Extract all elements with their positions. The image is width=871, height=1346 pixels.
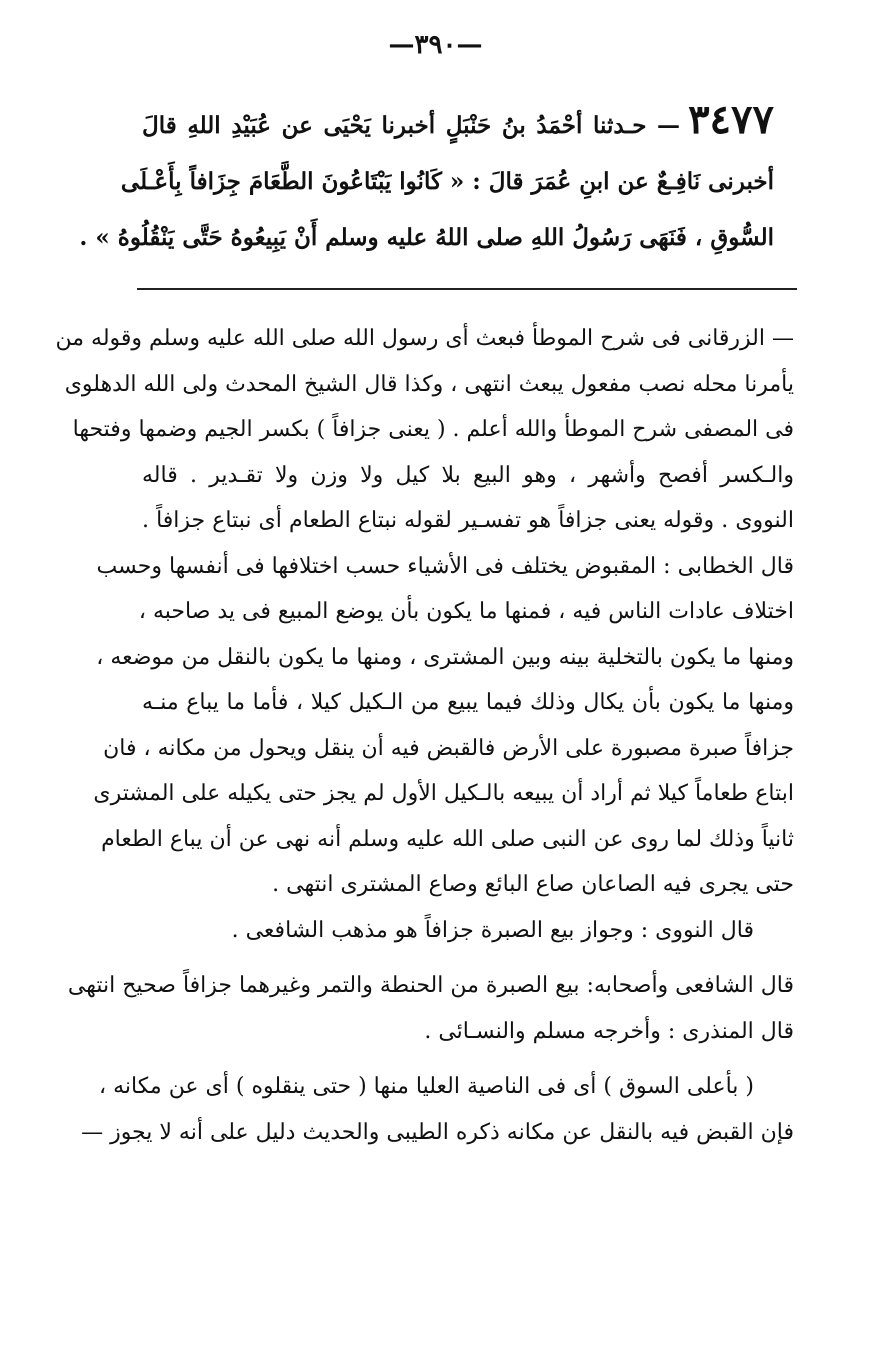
page-number: —٣٩٠— <box>388 30 483 60</box>
commentary-line: ومنها ما يكون بالتخلية بينه وبين المشترى ، ومنها ما يكون بالنقل من موضعه ، <box>96 644 794 670</box>
commentary-line: حتى يجرى فيه الصاعان صاع البائع وصاع المشترى انتهى . <box>272 872 794 897</box>
commentary-line: قال النووى : وجواز بيع الصبرة جزافاً هو مذهب الشافعى . <box>231 917 754 943</box>
commentary-line: فإن القبض فيه بالنقل عن مكانه ذكره الطيبى والحديث دليل على أنه لا يجوز — <box>81 1119 794 1145</box>
hadith-text: — حـدثنا أحْمَدُ بنُ حَنْبَلٍ أخبرنا يَحْيَى عن عُبَيْدِ اللهِ قالَ <box>142 112 681 139</box>
commentary-line: قال المنذرى : وأخرجه مسلم والنسـائى . <box>424 1018 794 1044</box>
commentary-line: فى المصفى شرح الموطأ والله أعلم . ( يعنى جزافاً ) بكسر الجيم وضمها وفتحها <box>72 417 794 442</box>
commentary-line: ابتاع طعاماً كيلا ثم أراد أن يبيعه بالـكيل الأول لم يجز حتى يكيله على المشترى <box>93 781 794 806</box>
commentary-line: قال الخطابى : المقبوض يختلف فى الأشياء حسب اختلافها فى أنفسها وحسب <box>96 553 794 579</box>
commentary-line: ( بأعلى السوق ) أى فى الناصية العليا منها ( حتى ينقلوه ) أى عن مكانه ، <box>99 1074 754 1099</box>
separator-rule <box>137 288 797 290</box>
commentary-line: اختلاف عادات الناس فيه ، فمنها ما يكون بأن يوضع المبيع فى يد صاحبه ، <box>138 599 794 624</box>
hadith-line-3: السُّوقِ ، فَنَهَى رَسُولُ اللهِ صلى اللهُ عليه وسلم أَنْ يَبِيعُوهُ حَتَّى يَنْقُلُوهُ » . <box>79 224 774 251</box>
hadith-line-2: أخبرنى نَافِـعٌ عن ابنِ عُمَرَ قالَ : « كَانُوا يَبْتَاعُونَ الطَّعَامَ جِزَافاً بِأَعْـلَى <box>120 168 774 195</box>
hadith-block <box>79 92 774 266</box>
commentary-line: والـكسر أفصح وأشهر ، وهو البيع بلا كيل ولا وزن ولا تقـدير . قاله <box>142 462 794 488</box>
hadith-line-1 <box>142 92 774 154</box>
commentary-line: ثانياً وذلك لما روى عن النبى صلى الله عليه وسلم أنه نهى عن أن يباع الطعام <box>101 826 794 852</box>
commentary-line: النووى . وقوله يعنى جزافاً هو تفسـير لقوله نبتاع الطعام أى نبتاع جزافاً . <box>142 508 794 533</box>
commentary-line: جزافاً صبرة مصبورة على الأرض فالقبض فيه أن ينقل ويحول من مكانه ، فان <box>103 735 794 761</box>
commentary-line: — الزرقانى فى شرح الموطأ فبعث أى رسول الله صلى الله عليه وسلم وقوله من <box>55 326 794 351</box>
hadith-number: ٣٤٧٧ <box>688 96 774 143</box>
commentary-line: يأمرنا محله نصب مفعول يبعث انتهى ، وكذا قال الشيخ المحدث ولى الله الدهلوى <box>64 371 794 397</box>
commentary-line: ومنها ما يكون بأن يكال وذلك فيما يبيع من الـكيل كيلا ، فأما ما يباع منـه <box>142 690 794 715</box>
commentary-line: قال الشافعى وأصحابه: بيع الصبرة من الحنطة والتمر وغيرهما جزافاً صحيح انتهى <box>67 973 794 998</box>
commentary-block <box>55 316 794 1155</box>
